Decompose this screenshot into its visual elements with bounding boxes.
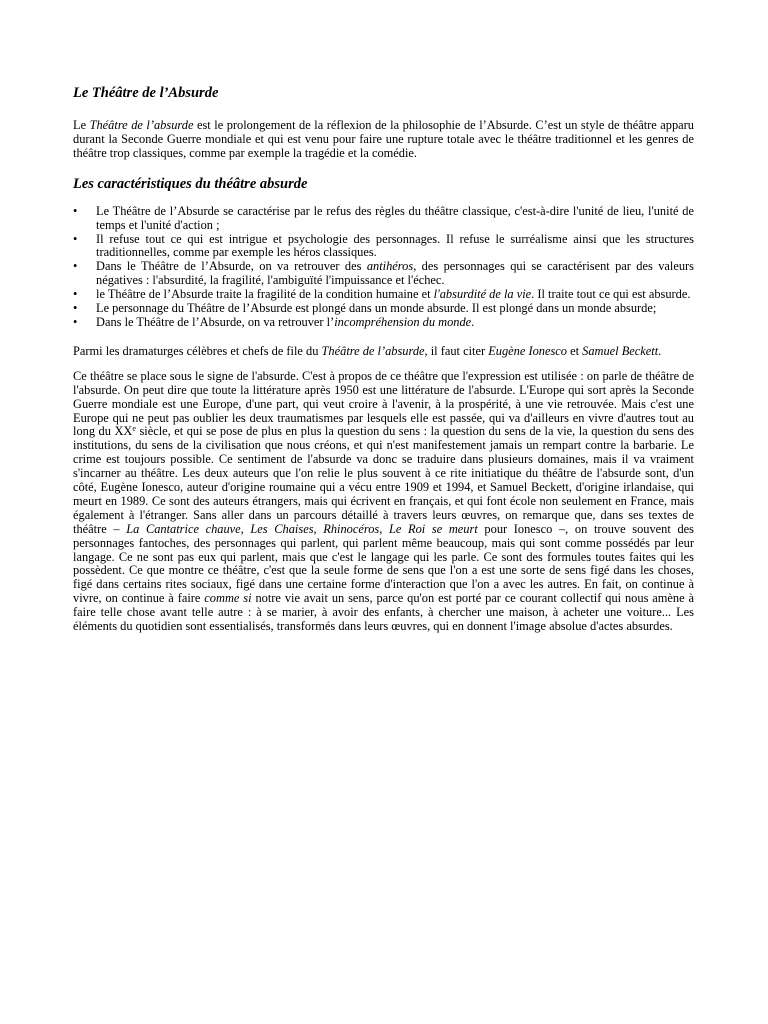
page-title: Le Théâtre de l’Absurde [73, 85, 219, 101]
dramaturges-paragraph: Parmi les dramaturges célèbres et chefs de file du Théâtre de l’absurde, il faut citer Eugène Ionesco et Samuel Beckett. [73, 343, 662, 358]
characteristics-list [73, 205, 694, 330]
list-item: • Dans le Théâtre de l’Absurde, on va retrouver l’incompréhension du monde. [73, 314, 475, 329]
bullet-icon: • [73, 301, 78, 316]
bullet-icon: • [73, 314, 78, 329]
list-item: • Il refuse tout ce qui est intrigue et psychologie des personnages. Il refuse le surréalisme ainsi que les structures traditionnelles, comme par exemple les héros classiques. [73, 231, 694, 260]
section-heading: Les caractéristiques du théâtre absurde [73, 175, 308, 192]
body-paragraph: Ce théâtre se place sous le signe de l'absurde. C'est à propos de ce théâtre que l'expression est utilisée : on parle de théâtre de l'absurde. On peut dire que toute la littérature après 1950 est une littérature de l'absurde. L'Europe qui sort après la Seconde Guerre mondiale est une Europe, d'une part, qui veut croire à l'avenir, à la prospérité, à une vie retrouvée. Mais c'est une Europe qui ne peut pas oublier les deux traumatismes par lesquels elle est passée, qui va d'ailleurs en vivre d'autres tout au long du XXe siècle, et qui se pose de plus en plus la question du sens : la question du sens de la vie, la question du sens des institutions, du sens de la civilisation que nous créons, et qui n'est manifestement jamais un rempart contre la barbarie. Le crime est toujours possible. Ce sentiment de l'absurde va donc se traduire dans plusieurs domaines, mais il va vraiment s'incarner au théâtre. Les deux auteurs que l'on relie le plus souvent à ce rite initiatique du théâtre de l'absurde sont, d'un côté, Eugène Ionesco, auteur d'origine roumaine qui a vécu entre 1909 et 1994, et Samuel Beckett, d'origine irlandaise, qui meurt en 1989. Ce sont des auteurs étrangers, mais qui écrivent en français, et qui font école non seulement en France, mais également à l'étranger. Sans aller dans un parcours détaillé à travers leurs œuvres, on remarque que, dans ses textes de théâtre – La Cantatrice chauve, Les Chaises, Rhinocéros, Le Roi se meurt pour Ionesco –, on trouve souvent des personnages fantoches, des personnages qui parlent, qui parlent même beaucoup, mais qui sont comme possédés par leur langage. Ce ne sont pas eux qui parlent, mais que c'est le langage qui les parle. Ce sont des formules toutes faites qui les possèdent. Ce que montre ce théâtre, c'est que la seule forme de sens que l'on a est une sorte de sens figé dans les choses, figé dans certains rites sociaux, figé dans une certaine forme d'interaction que l'on a avec les autres. En fait, on continue à vivre, on continue à faire comme si notre vie avait un sens, parce qu'on est porté par ce courant collectif qui nous amène à faire telle chose avant telle autre : à se marier, à avoir des enfants, à chercher une maison, à acheter une voiture... Les éléments du quotidien sont essentialisés, transformés dans leurs œuvres, qui en donnent l'image absolue d'actes absurdes. [73, 368, 695, 634]
emphasis-theatre-absurde: Théâtre de l’absurde [89, 118, 194, 132]
list-item: • Le Théâtre de l’Absurde se caractérise par le refus des règles du théâtre classique, c'est-à-dire l'unité de lieu, l'unité de temps et l'unité d'action ; [73, 203, 694, 232]
bullet-icon: • [73, 287, 78, 302]
list-item: • le Théâtre de l’Absurde traite la fragilité de la condition humaine et l'absurdité de la vie. Il traite tout ce qui est absurde. [73, 287, 691, 302]
bullet-icon: • [73, 231, 78, 246]
list-item: • Dans le Théâtre de l’Absurde, on va retrouver des antihéros, des personnages qui se caractérisent par des valeurs négatives : l'absurdité, la fragilité, l'ambiguïté l'impuissance et l'échec. [73, 259, 694, 288]
intro-paragraph: Le Théâtre de l’absurde est le prolongement de la réflexion de la philosophie de l’Absurde. C’est un style de théâtre apparu durant la Seconde Guerre mondiale et qui est venu pour faire une rupture totale avec le théâtre traditionnel et les genres de théâtre trop classiques, comme par exemple la tragédie et la comédie. [73, 118, 695, 160]
list-item: • Le personnage du Théâtre de l’Absurde est plongé dans un monde absurde. Il est plongé dans un monde absurde; [73, 301, 657, 316]
document-content [73, 84, 694, 634]
bullet-icon: • [73, 259, 78, 274]
bullet-icon: • [73, 203, 78, 218]
